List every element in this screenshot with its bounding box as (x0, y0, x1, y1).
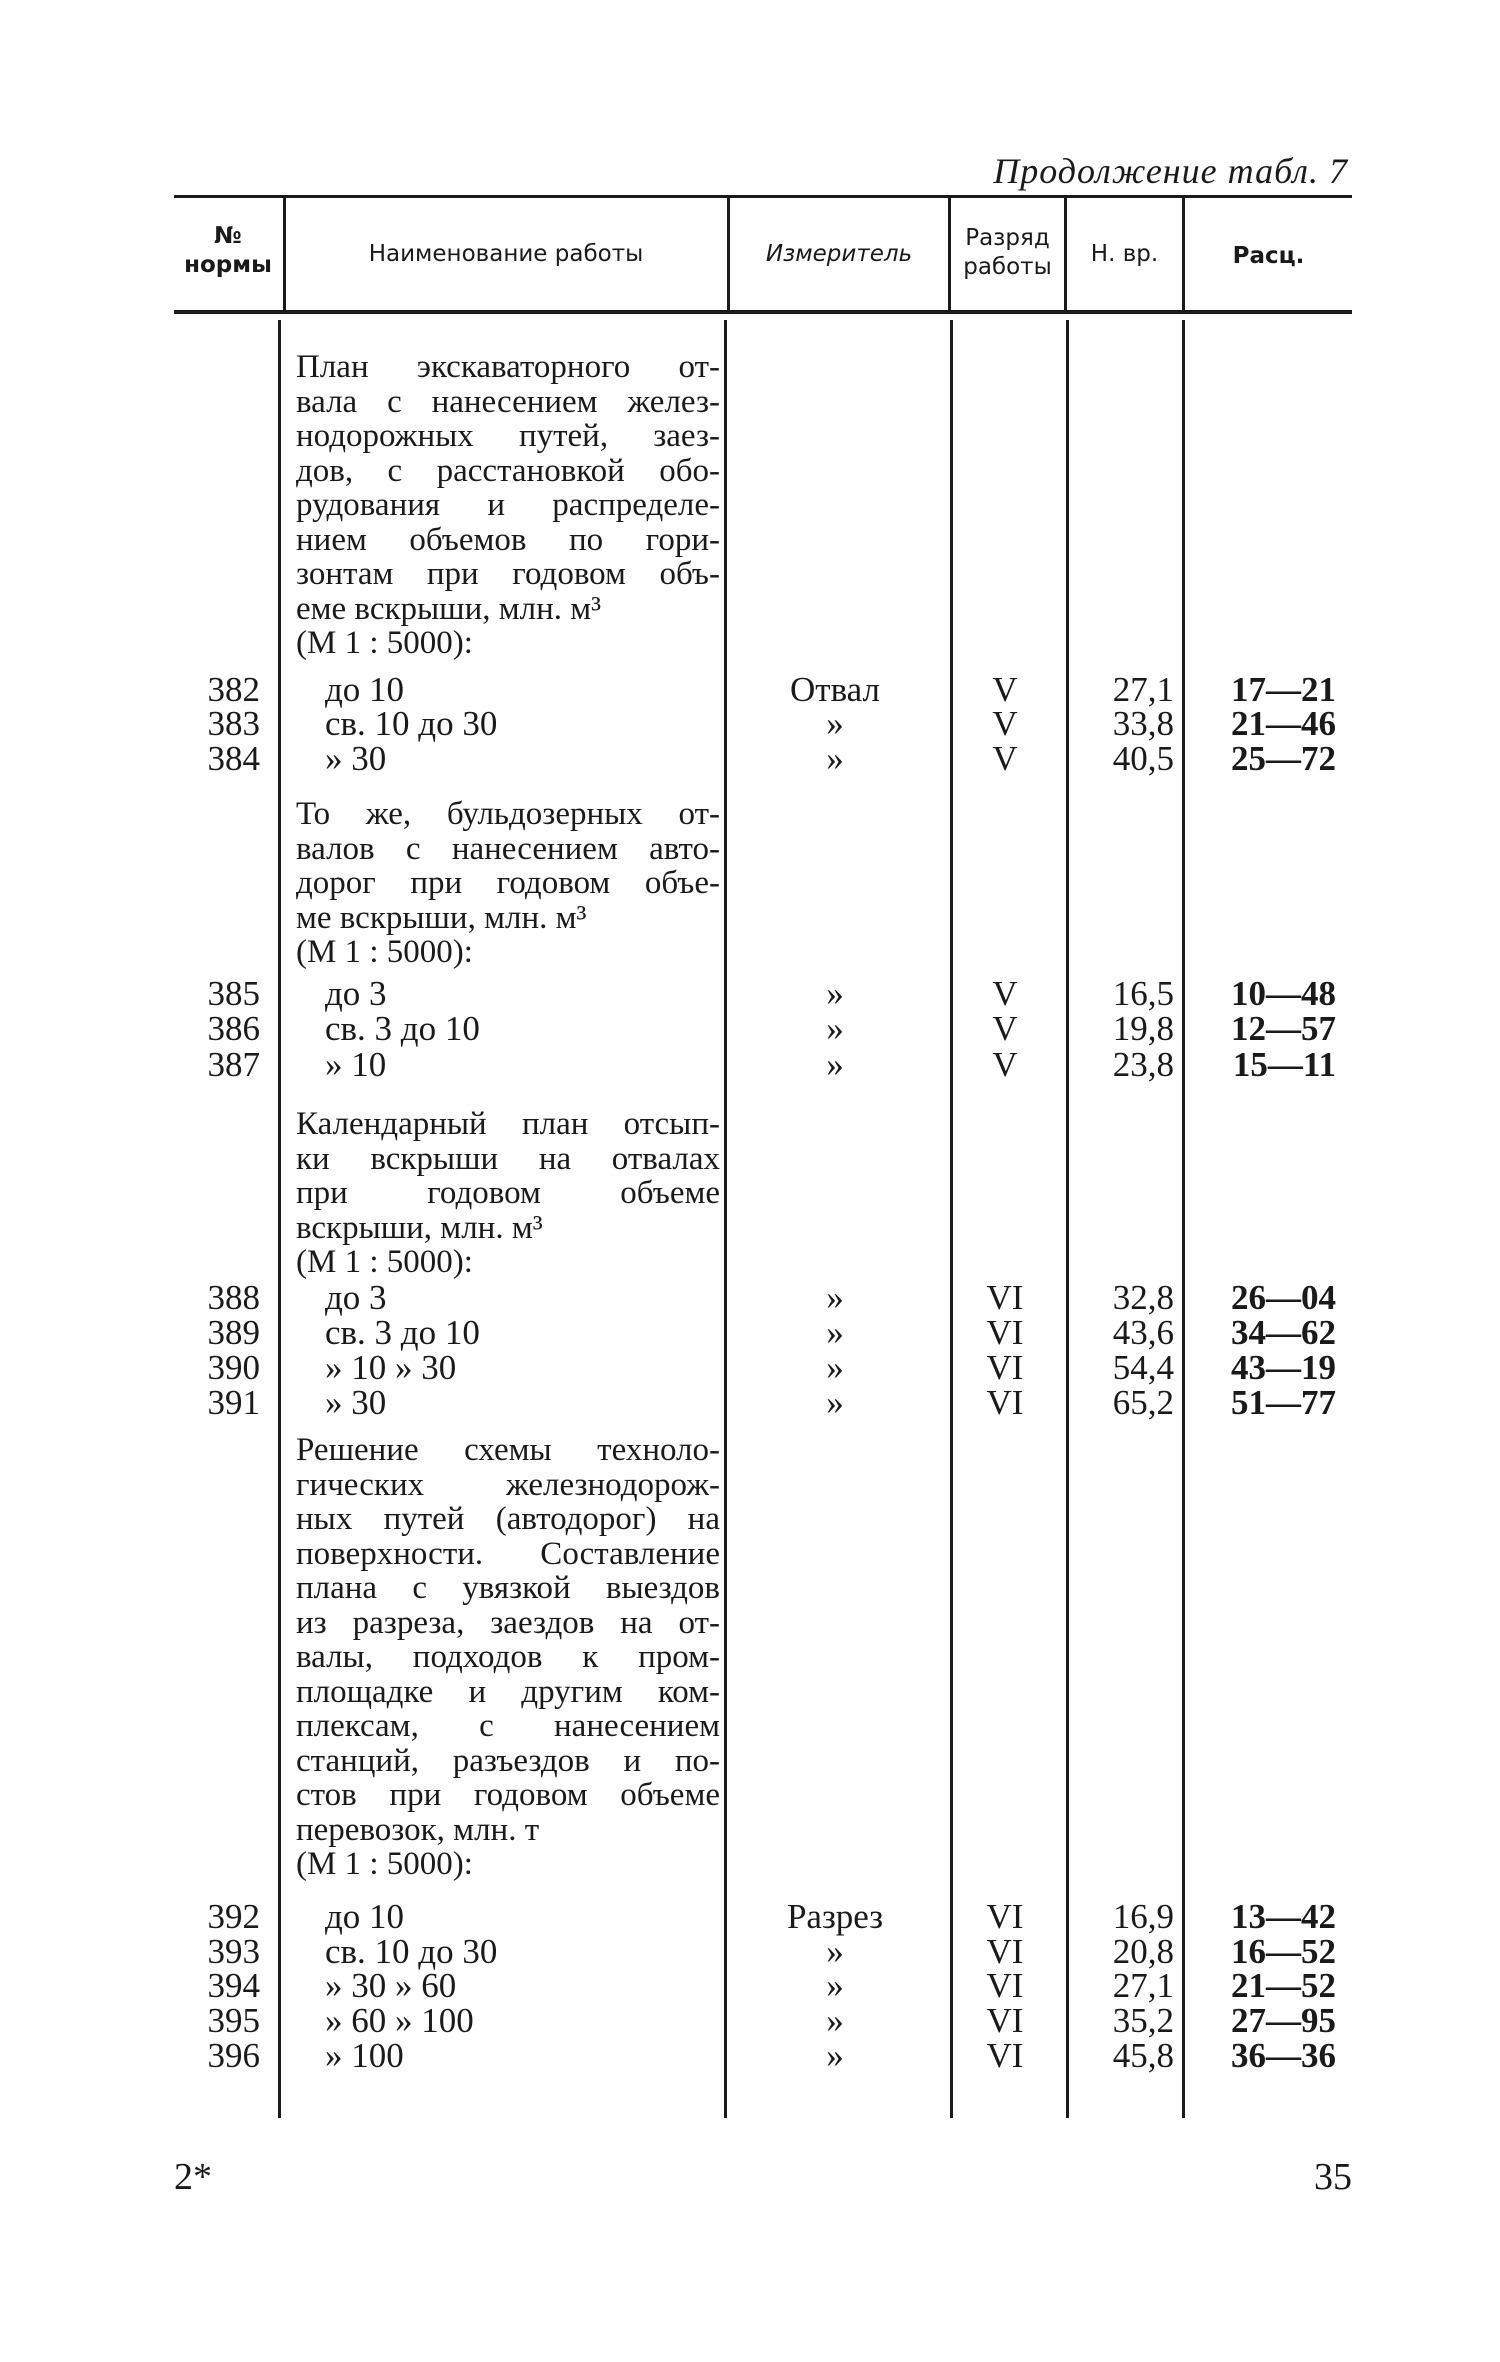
volume-range: до 3 (325, 974, 387, 1013)
description-line: станций, разъездов и по- (296, 1742, 720, 1779)
measure-unit: » (826, 1932, 844, 1971)
work-grade: VI (986, 2036, 1024, 2075)
header-rate: Расц. (1232, 243, 1305, 269)
time-norm: 16,5 (1112, 974, 1174, 1013)
norm-number: 386 (207, 1009, 260, 1048)
description-line: ки вскрыши на отвалах (296, 1140, 720, 1177)
description-line: валов с нанесением авто- (296, 830, 720, 867)
rate-value: 16—52 (1231, 1932, 1336, 1971)
work-grade: VI (986, 2001, 1024, 2040)
work-grade: VI (986, 1932, 1024, 1971)
description-line: стов при годовом объеме (296, 1777, 720, 1813)
rate-value: 17—21 (1231, 670, 1336, 709)
rate-value: 15—11 (1232, 1045, 1336, 1084)
description-line: ме вскрыши, млн. м³ (296, 899, 587, 936)
measure-unit: » (826, 1348, 844, 1387)
norm-number: 392 (207, 1897, 260, 1936)
time-norm: 19,8 (1112, 1009, 1174, 1048)
norm-number: 389 (207, 1313, 260, 1352)
signature-mark: 2* (174, 2156, 212, 2198)
work-grade: VI (986, 1278, 1024, 1317)
work-grade: V (992, 974, 1018, 1013)
description-line: из разреза, заездов на от- (296, 1604, 720, 1641)
measure-unit: » (826, 2001, 844, 2040)
norm-number: 385 (207, 974, 260, 1013)
work-description (296, 350, 720, 661)
col-sep-2 (724, 320, 727, 2118)
page-number: 35 (1314, 2156, 1352, 2198)
volume-range: » 10 » 30 (325, 1348, 457, 1387)
measure-unit: » (826, 704, 844, 743)
description-line: Решение схемы техноло- (296, 1432, 720, 1468)
volume-range: св. 3 до 10 (325, 1313, 480, 1352)
time-norm: 54,4 (1112, 1348, 1174, 1387)
description-line: (М 1 : 5000): (296, 934, 473, 970)
norm-number: 391 (207, 1383, 260, 1422)
description-line: плексам, с нанесением (296, 1708, 720, 1744)
time-norm: 33,8 (1112, 704, 1174, 743)
time-norm: 65,2 (1112, 1383, 1174, 1422)
rate-value: 25—72 (1231, 739, 1336, 778)
measure-unit: » (826, 2036, 844, 2075)
rate-value: 51—77 (1231, 1383, 1336, 1422)
header-grade-line2: работы (963, 254, 1052, 280)
norm-number: 382 (207, 670, 260, 709)
measure-unit: » (826, 974, 844, 1013)
work-grade: V (992, 670, 1018, 709)
work-grade: V (992, 704, 1018, 743)
work-grade: V (992, 739, 1018, 778)
description-line: (М 1 : 5000): (296, 625, 473, 661)
header-norm-no-label: нормы (184, 252, 272, 278)
description-line: при годовом объеме (296, 1175, 720, 1211)
volume-range: до 10 (325, 1897, 405, 1936)
work-description (296, 1433, 720, 1882)
header-grade (951, 224, 1064, 282)
col-sep-5 (1182, 320, 1185, 2118)
rate-value: 13—42 (1231, 1897, 1336, 1936)
work-grade: VI (986, 1383, 1024, 1422)
description-line: гических железнодорож- (296, 1466, 720, 1503)
measure-unit: » (826, 1383, 844, 1422)
rate-value: 10—48 (1231, 974, 1336, 1013)
time-norm: 16,9 (1112, 1897, 1174, 1936)
description-line: рудования и распределе- (296, 487, 720, 523)
description-line: дов, с расстановкой обо- (296, 452, 720, 489)
time-norm: 35,2 (1112, 2001, 1174, 2040)
work-grade: V (992, 1045, 1018, 1084)
work-grade: VI (986, 1348, 1024, 1387)
table-header-rule (174, 310, 1352, 314)
time-norm: 20,8 (1112, 1932, 1174, 1971)
work-grade: VI (986, 1966, 1024, 2005)
rate-value: 26—04 (1231, 1278, 1336, 1317)
measure-unit: » (826, 1313, 844, 1352)
norm-number: 383 (207, 704, 260, 743)
norm-number: 387 (207, 1045, 260, 1084)
work-description (296, 797, 720, 970)
header-norm-no (174, 222, 282, 280)
description-line: площадке и другим ком- (296, 1673, 720, 1710)
continuation-title: Продолжение табл. 7 (993, 151, 1348, 191)
measure-unit: » (826, 1278, 844, 1317)
volume-range: до 10 (325, 670, 405, 709)
description-line: вала с нанесением желез- (296, 383, 720, 420)
time-norm: 23,8 (1112, 1045, 1174, 1084)
description-line: План экскаваторного от- (296, 349, 720, 385)
volume-range: до 3 (325, 1278, 387, 1317)
rate-value: 21—46 (1231, 704, 1336, 743)
header-norm-no-symbol: № (214, 223, 242, 249)
description-line: То же, бульдозерных от- (296, 796, 720, 832)
header-time-norm: Н. вр. (1090, 241, 1159, 267)
norm-number: 390 (207, 1348, 260, 1387)
col-sep-4 (1066, 320, 1069, 2118)
description-line: поверхности. Составление (296, 1535, 720, 1572)
measure-unit: » (826, 739, 844, 778)
norm-number: 393 (207, 1932, 260, 1971)
volume-range: св. 10 до 30 (325, 1932, 498, 1971)
time-norm: 27,1 (1112, 1966, 1174, 2005)
measure-unit: Разрез (786, 1897, 884, 1936)
measure-unit: » (826, 1045, 844, 1084)
volume-range: св. 3 до 10 (325, 1009, 480, 1048)
volume-range: » 10 (325, 1045, 387, 1084)
rate-value: 43—19 (1231, 1348, 1336, 1387)
time-norm: 45,8 (1112, 2036, 1174, 2075)
work-grade: V (992, 1009, 1018, 1048)
volume-range: » 30 » 60 (325, 1966, 457, 2005)
norm-number: 396 (207, 2036, 260, 2075)
work-description (296, 1107, 720, 1280)
col-sep-3 (950, 320, 953, 2118)
description-line: перевозок, млн. т (296, 1811, 540, 1848)
rate-value: 12—57 (1231, 1009, 1336, 1048)
measure-unit: » (826, 1009, 844, 1048)
rate-value: 36—36 (1231, 2036, 1336, 2075)
volume-range: » 30 (325, 739, 387, 778)
measure-unit: Отвал (790, 670, 880, 709)
description-line: нодорожных путей, заез- (296, 418, 720, 454)
description-line: еме вскрыши, млн. м³ (296, 590, 602, 627)
norm-number: 388 (207, 1278, 260, 1317)
time-norm: 40,5 (1112, 739, 1174, 778)
description-line: валы, подходов к пром- (296, 1639, 720, 1675)
rate-value: 21—52 (1231, 1966, 1336, 2005)
volume-range: » 100 (325, 2036, 404, 2075)
col-sep-1 (278, 320, 281, 2118)
description-line: вскрыши, млн. м³ (296, 1209, 543, 1246)
table-top-rule (174, 195, 1352, 198)
header-measure: Измеритель (765, 241, 913, 267)
volume-range: » 60 » 100 (325, 2001, 474, 2040)
description-line: плана с увязкой выездов (296, 1570, 720, 1606)
volume-range: » 30 (325, 1383, 387, 1422)
norm-number: 394 (207, 1966, 260, 2005)
header-grade-line1: Разряд (965, 225, 1050, 251)
header-work-name: Наименование работы (368, 241, 644, 267)
time-norm: 27,1 (1112, 670, 1174, 709)
rate-value: 27—95 (1231, 2001, 1336, 2040)
work-grade: VI (986, 1897, 1024, 1936)
time-norm: 32,8 (1112, 1278, 1174, 1317)
time-norm: 43,6 (1112, 1313, 1174, 1352)
description-line: (М 1 : 5000): (296, 1846, 473, 1882)
description-line: Календарный план отсып- (296, 1106, 720, 1142)
description-line: зонтам при годовом объ- (296, 556, 720, 592)
description-line: (М 1 : 5000): (296, 1244, 473, 1280)
norm-number: 395 (207, 2001, 260, 2040)
volume-range: св. 10 до 30 (325, 704, 498, 743)
work-grade: VI (986, 1313, 1024, 1352)
rate-value: 34—62 (1231, 1313, 1336, 1352)
description-line: нием объемов по гори- (296, 521, 720, 558)
description-line: дорог при годовом объе- (296, 865, 720, 901)
norm-number: 384 (207, 739, 260, 778)
measure-unit: » (826, 1966, 844, 2005)
description-line: ных путей (автодорог) на (296, 1501, 720, 1537)
